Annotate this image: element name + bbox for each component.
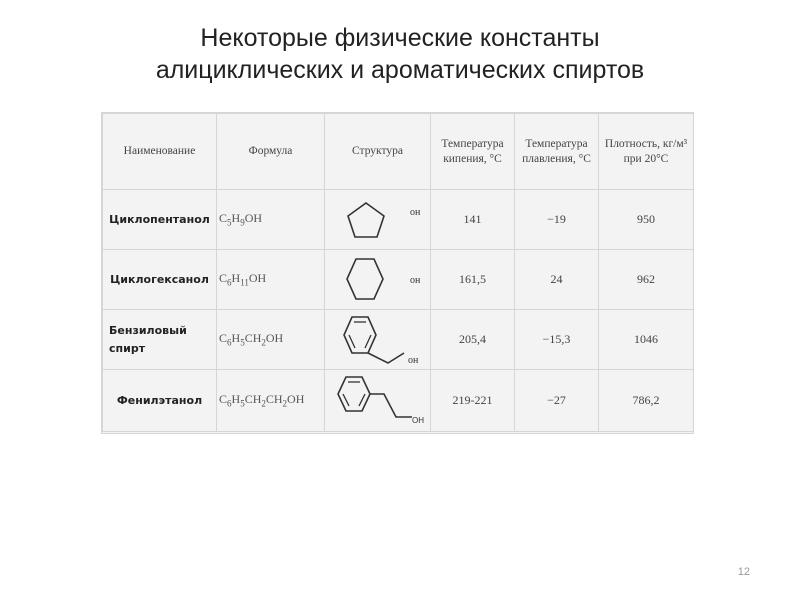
table-row (103, 370, 694, 432)
benzyl-alcohol-structure-icon (325, 310, 431, 370)
header-name: Наименование (103, 114, 217, 190)
row-melting-point: −19 (515, 190, 599, 250)
formula-subscript: 5 (227, 217, 232, 228)
formula-element: H (231, 271, 241, 286)
row-melting-point: 24 (515, 250, 599, 310)
cyclopentanol-structure-icon (325, 190, 431, 250)
formula-element: OH (287, 392, 305, 407)
structure-oh-label: он (409, 274, 420, 286)
formula-subscript: 2 (282, 398, 288, 409)
row-density: 786,2 (599, 370, 694, 432)
formula-element: H (231, 392, 241, 407)
row-formula (217, 310, 325, 370)
title-line-1: Некоторые физические константы (200, 24, 600, 52)
row-boiling-point: 141 (431, 190, 515, 250)
formula-element: CH (244, 392, 262, 407)
row-boiling-point: 205,4 (431, 310, 515, 370)
formula-subscript: 9 (240, 217, 245, 228)
table-row (103, 190, 694, 250)
header-melting-point: Температура плавления, °С (515, 114, 599, 190)
formula-subscript: 5 (240, 398, 245, 409)
formula-element: OH (265, 331, 284, 346)
cyclohexanol-structure-icon (325, 250, 431, 310)
formula-element: C (219, 392, 228, 407)
title-line-2: алициклических и ароматических спиртов (155, 56, 645, 84)
header-formula: Формула (217, 114, 325, 190)
structure-oh-label: OH (411, 415, 424, 425)
row-formula (217, 190, 325, 250)
formula-element: CH (244, 331, 262, 346)
row-melting-point: −15,3 (515, 310, 599, 370)
row-boiling-point: 161,5 (431, 250, 515, 310)
formula-element: C (219, 271, 228, 286)
formula-element: C (219, 331, 228, 346)
formula-element: C (219, 211, 228, 226)
formula-element: CH (265, 392, 283, 407)
formula-element: H (231, 211, 241, 226)
formula-subscript: 11 (240, 277, 249, 288)
formula-subscript: 6 (227, 277, 232, 288)
row-density: 1046 (599, 310, 694, 370)
phenylethanol-structure-icon (325, 370, 431, 432)
table-header-row (103, 114, 694, 190)
row-name: Фенилэтанол (103, 370, 217, 432)
table-row (103, 250, 694, 310)
table-row (103, 310, 694, 370)
formula-subscript: 2 (261, 398, 266, 409)
structure-oh-label: он (409, 206, 420, 218)
row-density: 950 (599, 190, 694, 250)
header-boiling-point: Температура кипения, °С (431, 114, 515, 190)
row-formula (217, 250, 325, 310)
formula-subscript: 5 (240, 337, 245, 348)
formula-subscript: 2 (261, 337, 266, 348)
page-number: 12 (737, 566, 750, 578)
constants-table (102, 113, 694, 432)
row-boiling-point: 219-221 (431, 370, 515, 432)
row-name: Бензиловый спирт (103, 310, 217, 370)
formula-element: OH (244, 211, 263, 226)
formula-element: H (231, 331, 241, 346)
slide-title (0, 22, 800, 86)
row-name: Циклопентанол (103, 190, 217, 250)
formula-subscript: 6 (227, 337, 232, 348)
constants-table-container (101, 112, 694, 434)
structure-oh-label: он (407, 354, 418, 366)
row-melting-point: −27 (515, 370, 599, 432)
row-formula (217, 370, 325, 432)
formula-element: OH (248, 271, 267, 286)
formula-subscript: 6 (227, 398, 232, 409)
row-density: 962 (599, 250, 694, 310)
header-density: Плотность, кг/м³ при 20°С (599, 114, 694, 190)
header-structure: Структура (325, 114, 431, 190)
row-name: Циклогексанол (103, 250, 217, 310)
